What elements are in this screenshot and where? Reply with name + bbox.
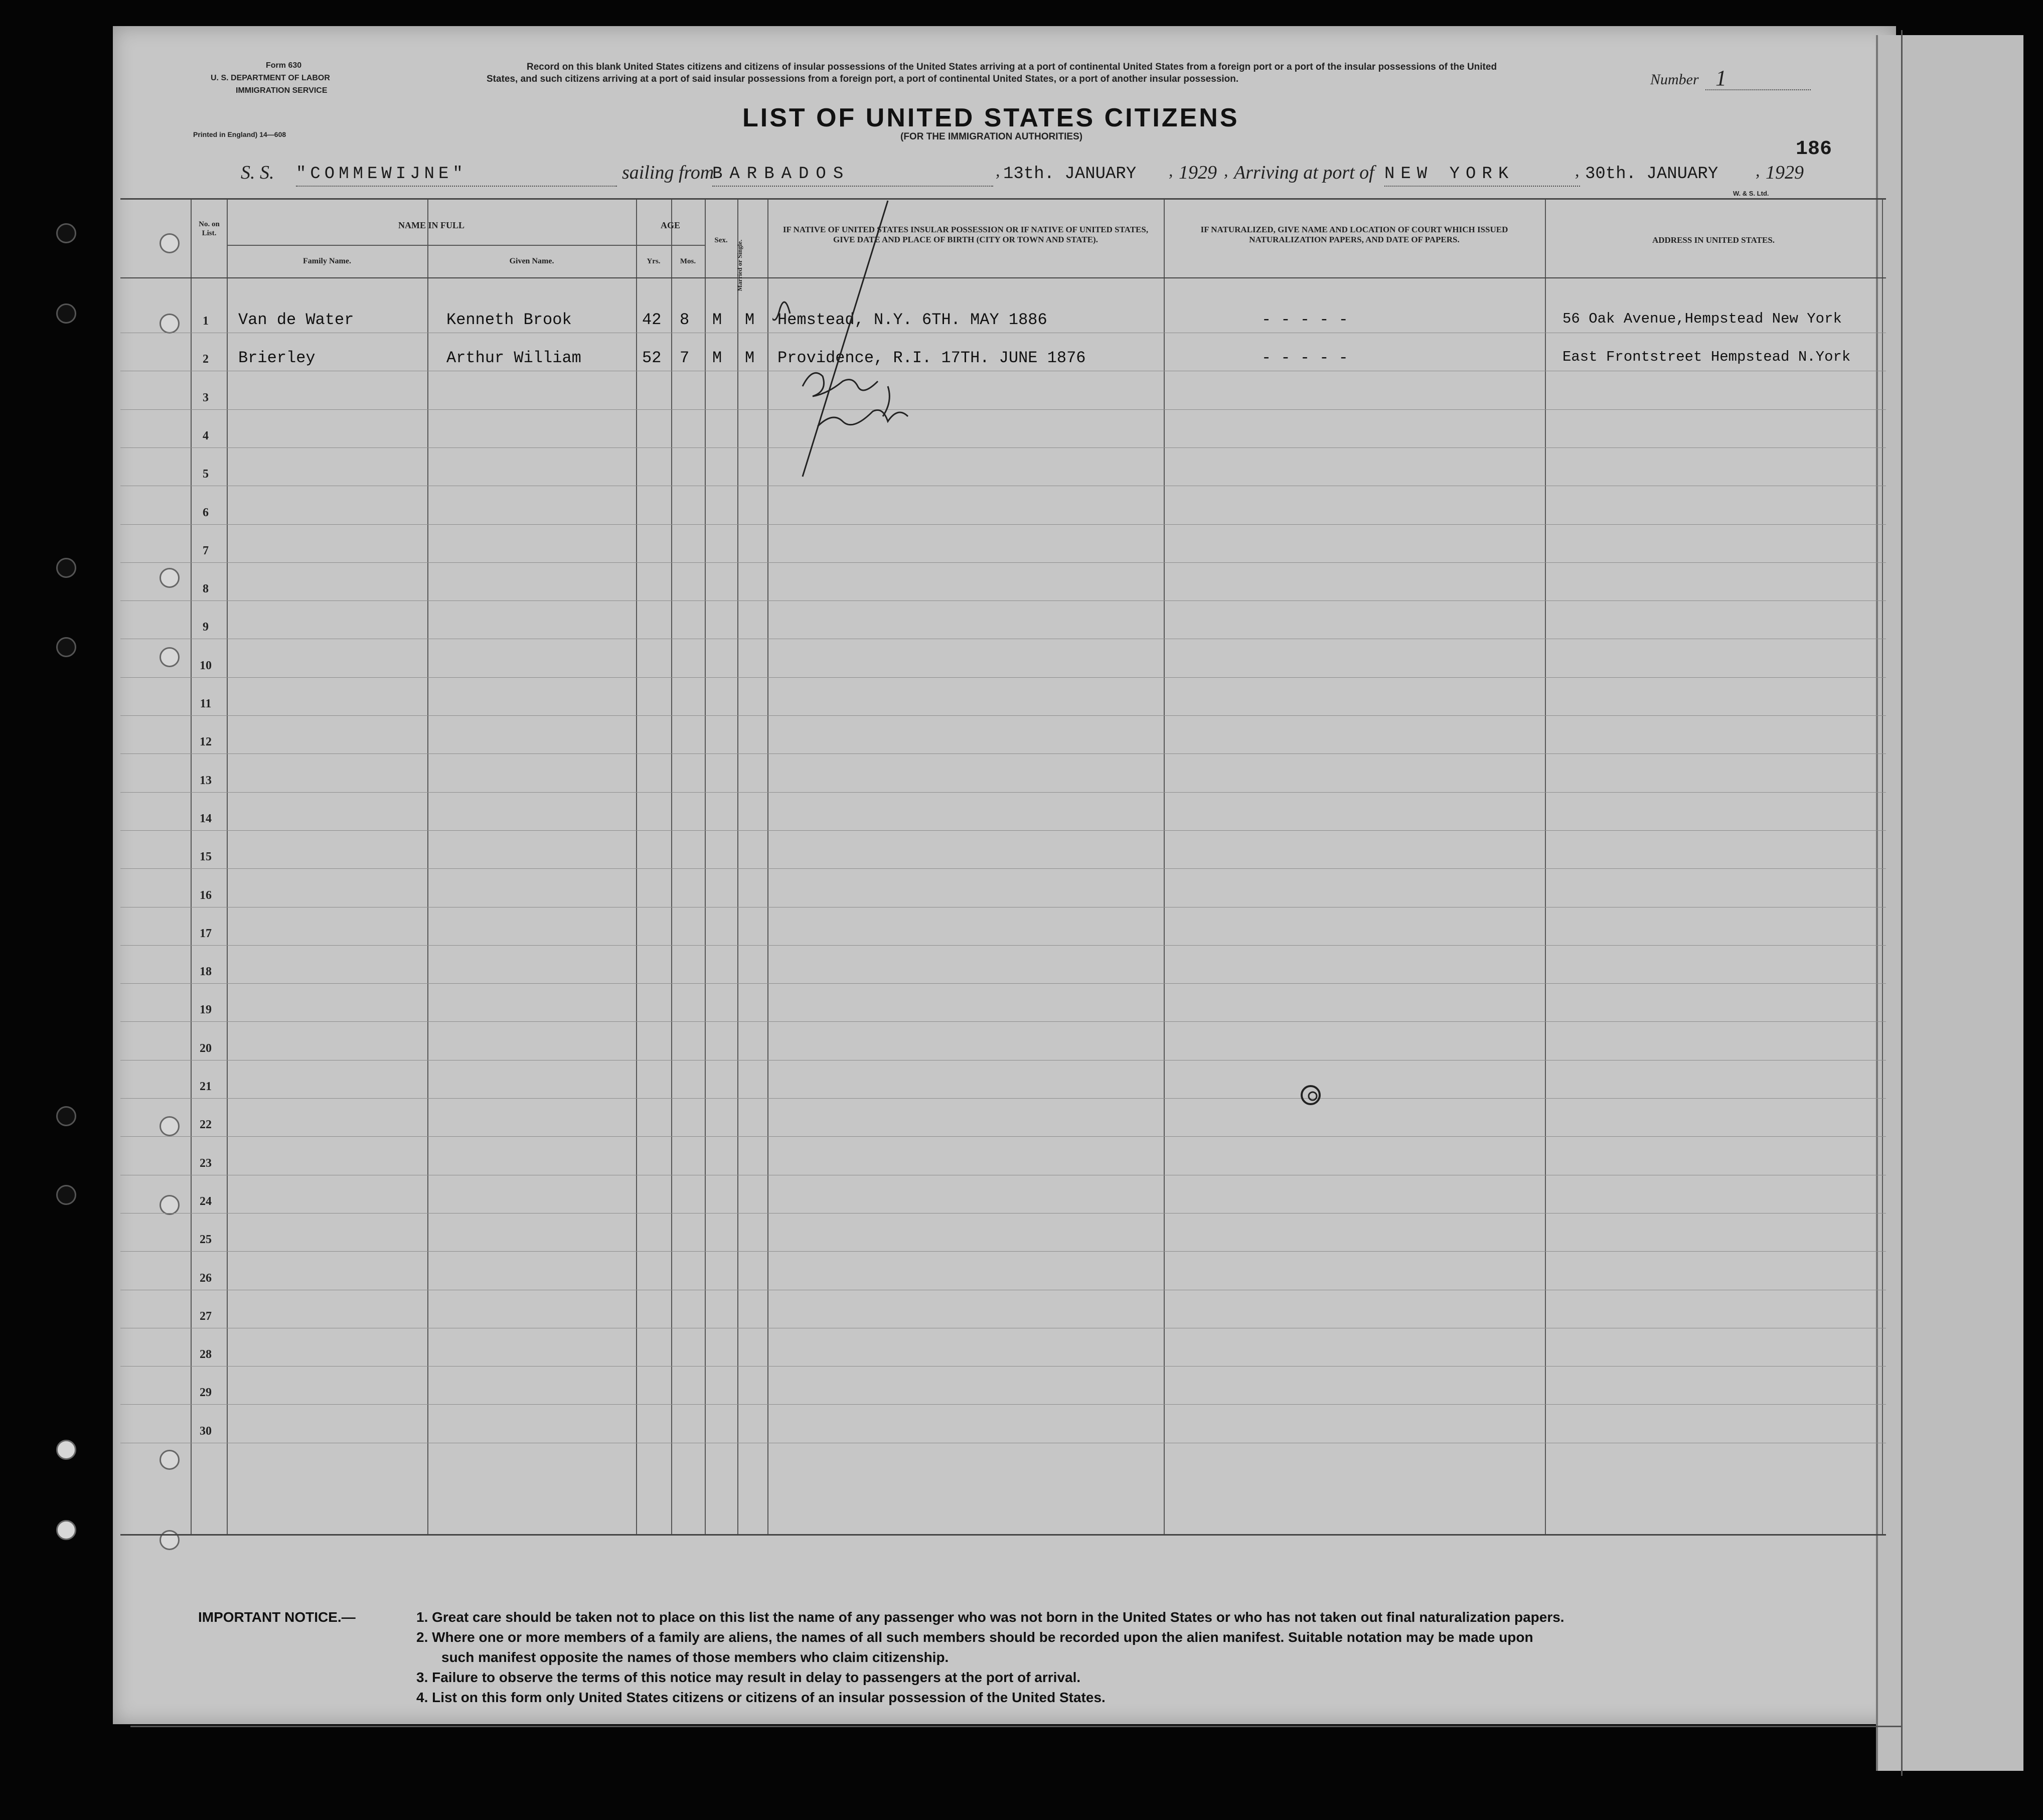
row-number: 28 [200,1348,212,1361]
page-edge-line [1901,30,1903,1776]
row-number: 4 [203,429,209,442]
notice-label: IMPORTANT NOTICE.— [198,1609,356,1625]
row-rule [120,1098,1886,1099]
row-number: 12 [200,735,212,749]
row-rule [120,792,1886,793]
departure-underline [712,186,993,187]
header-bottom-rule [120,277,1886,278]
arrival-date: 30th. JANUARY [1585,165,1718,184]
document-title: LIST OF UNITED STATES CITIZENS [742,103,1239,132]
notice-item-2: 2. Where one or more members of a family are aliens, the names of all such members should be recorded upon the alien manifest. Suitable notation may be made upon [416,1629,1533,1645]
cell-family-name: Van de Water [238,311,354,329]
printed-note: Printed in England) 14—608 [193,130,286,138]
cell-naturalized: - - - - - [1262,311,1348,329]
stamp-mark [1297,1081,1327,1111]
header-address: ADDRESS IN UNITED STATES. [1652,235,1775,245]
header-family: Family Name. [303,257,351,265]
row-number: 13 [200,774,212,787]
row-rule [120,677,1886,678]
row-rule [120,600,1886,601]
header-naturalized: IF NATURALIZED, GIVE NAME AND LOCATION OF COURT WHICH ISSUED NATURALIZATION PAPERS, AND DATE OF PAPERS. [1200,225,1508,244]
col-divider [705,200,706,1534]
row-number: 8 [203,582,209,596]
number-label: Number [1650,71,1699,88]
header-married: Married or Single. [736,239,743,291]
header-age: AGE [660,220,680,230]
row-number: 27 [200,1309,212,1323]
row-number: 2 [203,353,209,366]
cell-address: East Frontstreet Hempstead N.York [1562,349,1851,366]
row-rule [120,945,1886,946]
row-rule [120,409,1886,410]
row-rule [120,1021,1886,1022]
cell-age-months: 8 [680,311,690,329]
arrival-underline [1384,186,1580,187]
comma: , [996,162,1000,180]
punch-hole [56,558,76,578]
row-number: 10 [200,659,212,672]
row-number: 24 [200,1194,212,1208]
comma: , [1575,162,1580,180]
col-divider [767,200,768,1534]
manifest-table [120,198,1886,1536]
row-number: 22 [200,1118,212,1132]
row-number: 29 [200,1386,212,1400]
cell-age-years: 52 [642,349,662,368]
row-number: 25 [200,1233,212,1247]
header-rule [227,245,636,246]
row-rule [120,524,1886,525]
row-rule [120,868,1886,869]
notice-item-3: 3. Failure to observe the terms of this notice may result in delay to passengers at the port of arrival. [416,1670,1081,1685]
comma: , [1169,162,1173,180]
header-given: Given Name. [509,257,554,265]
row-rule [120,830,1886,831]
cell-married: M [745,349,755,368]
page-bottom-edge [130,1726,1901,1727]
punch-hole [56,1106,76,1126]
row-number: 11 [200,697,212,710]
header-name-in-full: NAME IN FULL [398,220,464,230]
row-rule [120,1404,1886,1405]
sailing-label: sailing from [622,162,714,183]
col-divider [427,200,428,1534]
departure-port: BARBADOS [712,165,851,184]
header-mos: Mos. [680,257,696,265]
row-number: 7 [203,544,209,557]
row-rule [120,447,1886,448]
col-divider [1545,200,1546,1534]
row-number: 23 [200,1156,212,1170]
row-number: 30 [200,1424,212,1438]
ss-label: S. S. [241,162,274,183]
row-rule [120,1136,1886,1137]
row-number: 6 [203,506,209,519]
row-rule [120,1251,1886,1252]
row-number: 1 [203,315,209,328]
row-number: 16 [200,888,212,902]
punch-hole [56,637,76,657]
service: IMMIGRATION SERVICE [236,86,328,95]
notice-item-4: 4. List on this form only United States citizens or citizens of an insular possession of the United States. [416,1690,1106,1705]
department: U. S. DEPARTMENT OF LABOR [211,74,330,82]
cell-naturalized: - - - - - [1262,349,1348,368]
record-instructions: Record on this blank United States citizens and citizens of insular possessions of the United States arriving at a port of continental United States from a foreign port or a port of the insular possessions of the United States, and such citizens arriving at a port of said insular possessions from a foreign port, a port of continental United States, or a port of another insular possession. [487,62,1497,84]
cell-married: M [745,311,755,329]
row-number: 14 [200,812,212,825]
notice-item-1: 1. Great care should be taken not to place on this list the name of any passenger who was not born in the United States or who has not taken out final naturalization papers. [416,1609,1564,1625]
punch-hole [56,1185,76,1205]
row-rule [120,983,1886,984]
punch-hole [56,304,76,324]
row-number: 20 [200,1041,212,1055]
header-rule [636,245,705,246]
punch-hole [56,223,76,243]
header-birth: IF NATIVE OF UNITED STATES INSULAR POSSESSION OR IF NATIVE OF UNITED STATES, GIVE DATE AND PLACE OF BIRTH (CITY OR TOWN AND STATE). [782,225,1149,244]
header-yrs: Yrs. [647,257,661,265]
notice-item-2-cont: such manifest opposite the names of those members who claim citizenship. [441,1649,949,1665]
row-number: 18 [200,965,212,979]
cell-age-months: 7 [680,349,690,368]
header-no: No. on List. [199,220,220,237]
cell-birth: Providence, R.I. 17TH. JUNE 1876 [777,349,1086,368]
row-number: 9 [203,621,209,634]
comma: , [1756,162,1760,180]
cell-age-years: 42 [642,311,662,329]
col-divider [737,200,738,1534]
underlying-page-edge [1876,35,2023,1771]
row-number: 17 [200,927,212,940]
row-number: 3 [203,391,209,404]
cell-given-name: Arthur William [446,349,581,368]
cell-given-name: Kenneth Brook [446,311,572,329]
row-number: 26 [200,1271,212,1285]
departure-date: 13th. JANUARY [1003,165,1137,184]
arrival-port: NEW YORK [1384,165,1515,184]
departure-year: 1929 [1179,162,1217,183]
row-number: 19 [200,1003,212,1017]
document-subtitle: (FOR THE IMMIGRATION AUTHORITIES) [900,131,1083,142]
ship-underline [296,186,617,187]
col-divider [636,200,637,1534]
col-divider [1164,200,1165,1534]
cell-family-name: Brierley [238,349,316,368]
arrival-year: 1929 [1766,162,1804,183]
handwritten-annotation [772,196,923,497]
col-divider [671,200,672,1534]
punch-hole [56,1520,76,1540]
punch-hole [56,1440,76,1460]
row-number: 5 [203,468,209,481]
page-number: 186 [1796,138,1832,161]
header-sex: Sex. [714,236,728,244]
row-number: 15 [200,850,212,864]
cell-address: 56 Oak Avenue,Hempstead New York [1562,311,1842,327]
form-number: Form 630 [266,61,302,70]
row-rule [120,562,1886,563]
row-rule [120,753,1886,754]
row-number: 21 [200,1080,212,1093]
cell-birth: Hemstead, N.Y. 6TH. MAY 1886 [777,311,1047,329]
number-value: 1 [1715,66,1726,90]
ship-name: "COMMEWIJNE" [296,165,467,184]
row-rule [120,1366,1886,1367]
comma: , [1224,162,1228,180]
cell-sex: M [712,349,722,368]
row-rule [120,715,1886,716]
row-rule [120,1213,1886,1214]
col-divider [1882,200,1883,1534]
printer-mark: W. & S. Ltd. [1733,190,1769,197]
arriving-label: Arriving at port of [1234,162,1374,183]
cell-sex: M [712,311,722,329]
